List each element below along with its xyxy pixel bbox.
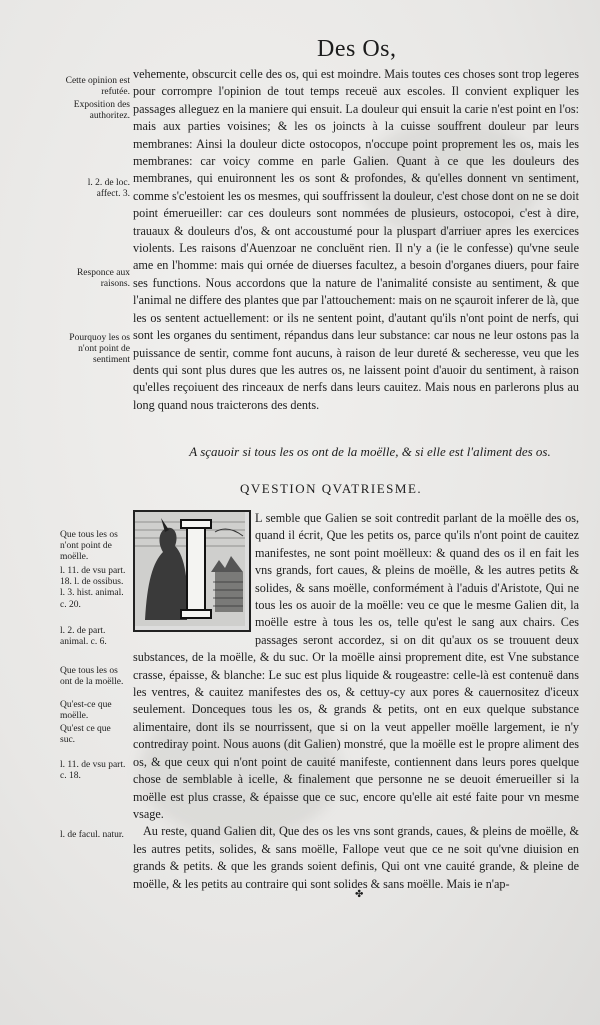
margin-note: l. 2. de loc. affect. 3. — [87, 178, 130, 200]
margin-note: Qu'est-ce que moëlle. — [60, 700, 112, 722]
section-heading: A sçauoir si tous les os ont de la moëlle, & si elle est l'aliment des os. — [189, 444, 551, 459]
margin-note: Que tous les os n'ont point de moëlle. — [60, 530, 118, 563]
margin-note: Cette opinion est refutée. — [65, 76, 130, 98]
margin-note: Responce aux raisons. — [76, 268, 130, 290]
text-block-bottom — [133, 510, 579, 893]
margin-note: Qu'est ce que suc. — [60, 724, 111, 746]
margin-note: l. 11. de vsu part. c. 18. — [60, 760, 126, 782]
text-block-top — [133, 66, 579, 414]
question-title: QVESTION QVATRIESME. — [240, 481, 423, 496]
margin-note: l. 11. de vsu part. 18. l. de ossibus. l. 3. hist. animal. c. 20. — [60, 566, 126, 610]
initial-woodcut-illustration — [135, 512, 245, 626]
running-title: Des Os, — [317, 36, 397, 62]
paragraph: L semble que Galien se soit contredit parlant de la moëlle des os, quand il écrit, Que les petits os, parce qu'ils n'ont point de cauitez manifestes, ne sont point moëlleux: & quand des os il en fait les vns grands, fort caues, & pleins de moëlle, & les autres petits & solides, & sans moëlle, conformément à l'aduis d'Aristote, Qui ne tous les os auoir de la moëlle: veu ce que le mesme Galien dit, la moëlle estre à tous les os, telle qu'est le sang aux chairs. Ces passages seront accordez, si on dit qu'aux os se trouuent deux substances, de la moëlle, & du suc. Or la moëlle ainsi proprement dite, est Vne substance crasse, épaisse, & blanche: Le suc est plus liquide & rougeastre: celle-là est contenuë dans les ventres, & cauitez manifestes des os, & cettuy-cy aux pores & cauernositez d'iceux seulement. Donceques tous les os, & grands & petits, ont en eux quelque substance alimentaire, dont ils se nourrissent, que si on la veut appeller moëlle largement, ie n'y contrediray point. Nous auons (dit Galien) monstré, que la moëlle est le propre aliment des os, & que ceux qui n'ont point de cauité manifeste, contiennent dans leurs pores quelque chose de semblable à icelle, & finalement que personne ne se deuoit émerueiller si la moëlle est plus crasse, & épaisse que ce suc, encore qu'elle ait esté faite pour vn mesme vsage. — [133, 511, 579, 821]
margin-note: Exposition des authoritez. — [73, 100, 130, 122]
margin-note: Pourquoy les os n'ont point de sentiment — [69, 333, 130, 366]
margin-note: l. 2. de part. animal. c. 6. — [60, 626, 107, 648]
margin-note: Que tous les os ont de la moëlle. — [60, 666, 124, 688]
margin-note: l. de facul. natur. — [60, 830, 124, 840]
ornament-icon: ✤ — [355, 889, 364, 900]
paragraph: vehemente, obscurcit celle des os, qui est moindre. Mais toutes ces choses sont trop legeres pour corrompre l'opinion de tout temps receuë aux escoles. Il convient expliquer les passages alleguez en la maniere qui ensuit. La douleur qui ensuit la carie n'est point en l'os: mais aux parties voisines; & les os joincts à la cuisse souffrent douleur par leurs membranes: Ainsi la douleur dicte ostocopos, n'occupe point proprement les os, mais les membranes: car voicy comme en parle Galien. Quant à ce que les douleurs des membranes, qui enuironnent les os sont & profondes, & qu'elles donnent vn sentiment, comme s'c'estoient les os mesmes, qui souffrissent la douleur, c'est chose dont on ne se doit point émerueiller: car ces douleurs sont nommées de plusieurs, ostocopoi, c'est à dire, trauaux & douleurs d'os, & ont accoustumé pour la pluspart d'arriuer apres les exercices violents. Les raisons d'Auenzoar ne concluënt rien. Il n'y a (ie le confesse) qu'vne seule ame en l'homme: mais qui ornée de diuerses facultez, a besoin d'organes diuers, pour faire ses functions. Nous accordons que la nature de l'animalité consiste au sentiment, & que l'animal ne differe des plantes que par l'attouchement: mais on ne sçauroit inferer de là, que les os sentent actuellement: or ils ne sentent point, d'autant qu'ils n'ont point de nerfs, qui sont les organes du sentiment, répandus dans leur substance: car nous ne leur ostons pas la puissance de sentir, comme font aucuns, à raison de leur dureté & secheresse, veu que les dents qui sont plus dures que les autres os, ne laissent point d'auoir du sentiment, à raison qu'elles reçoiuent des rinceaux de nerfs dans leurs cauitez. Mais nous en parlerons plus au long quand nous traicterons des dents. — [133, 67, 579, 412]
paragraph: Au reste, quand Galien dit, Que des os les vns sont grands, caues, & pleins de moëlle, & les autres petits, solides, & sans moëlle, Fallope veut que ce ne soit qu'vne diuision en grands & petits. & que les grands soient definis, Qui ont vne cauité grande, & pleine de moëlle, & les petits au contraire qui sont solides & sans moëlle. Mais ie n'ap- — [133, 824, 579, 891]
woodcut-initial-image — [133, 510, 251, 632]
